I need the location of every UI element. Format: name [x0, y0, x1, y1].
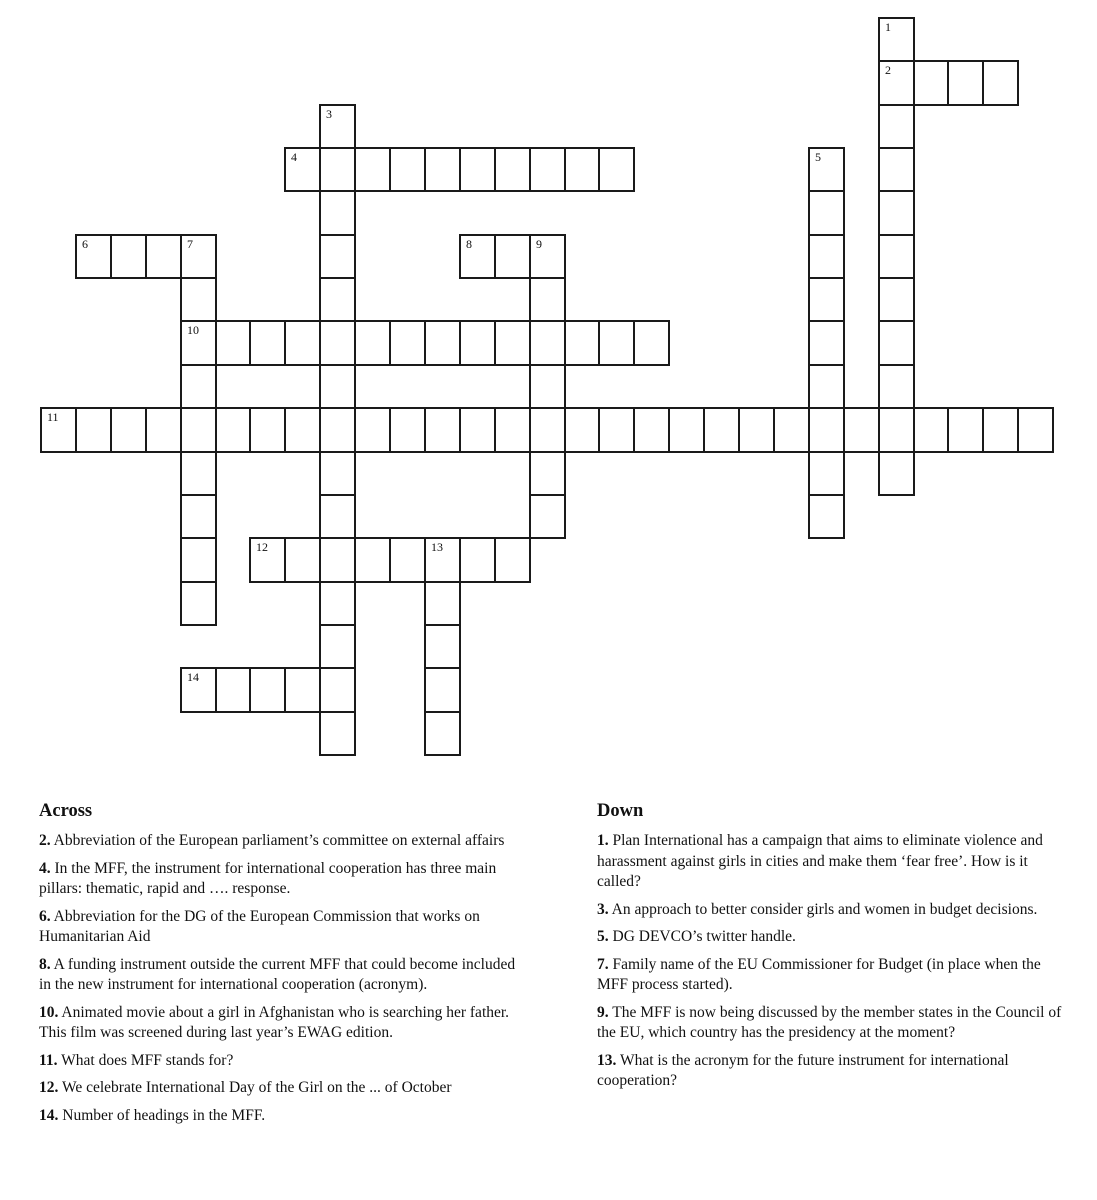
- grid-cell[interactable]: [354, 147, 391, 192]
- grid-cell[interactable]: [878, 277, 915, 322]
- grid-cell[interactable]: [319, 451, 356, 496]
- grid-cell[interactable]: [215, 667, 251, 713]
- grid-cell[interactable]: [982, 60, 1019, 106]
- across-clue: [39, 955, 519, 996]
- grid-cell[interactable]: [808, 190, 845, 236]
- clue-number: 3.: [597, 900, 609, 918]
- grid-cell[interactable]: [703, 407, 740, 453]
- grid-cell[interactable]: [878, 147, 915, 192]
- grid-cell[interactable]: [529, 407, 566, 453]
- across-heading: Across: [39, 801, 93, 821]
- grid-cell[interactable]: [284, 667, 321, 713]
- grid-cell[interactable]: [424, 407, 461, 453]
- grid-cell[interactable]: [284, 407, 321, 453]
- grid-cell[interactable]: [215, 320, 251, 366]
- grid-cell[interactable]: [878, 190, 915, 236]
- grid-cell[interactable]: [459, 234, 496, 279]
- grid-cell[interactable]: [529, 494, 566, 539]
- clue-number-label: 6: [82, 237, 88, 251]
- clue-number: 4.: [39, 859, 51, 877]
- grid-cell[interactable]: [878, 17, 915, 62]
- grid-cell[interactable]: [878, 320, 915, 366]
- grid-cell[interactable]: [808, 451, 845, 496]
- clue-text: In the MFF, the instrument for international cooperation has three main pillars: thematic, rapid and …. response.: [39, 859, 497, 897]
- across-clue: [39, 907, 519, 948]
- grid-cell[interactable]: [494, 537, 531, 583]
- grid-cell[interactable]: [319, 537, 356, 583]
- across-clue: [39, 1106, 519, 1127]
- down-clues: [597, 800, 1067, 1099]
- grid-cell[interactable]: [808, 320, 845, 366]
- grid-cell[interactable]: [180, 277, 217, 322]
- grid-cell[interactable]: [284, 147, 321, 192]
- clue-text: What does MFF stands for?: [57, 1051, 234, 1069]
- grid-cell[interactable]: [878, 60, 915, 106]
- grid-cell[interactable]: [319, 581, 356, 626]
- grid-cell[interactable]: [878, 234, 915, 279]
- grid-cell[interactable]: [878, 451, 915, 496]
- grid-cell[interactable]: [459, 407, 496, 453]
- down-clue-list: [597, 831, 1067, 1092]
- grid-cell[interactable]: [529, 277, 566, 322]
- clue-number-label: 4: [291, 150, 297, 164]
- down-heading: Down: [597, 801, 644, 821]
- clue-number: 7.: [597, 955, 609, 973]
- down-clue: [597, 955, 1067, 996]
- grid-cell[interactable]: [913, 407, 949, 453]
- clue-number-label: 9: [536, 237, 542, 251]
- grid-cell[interactable]: [180, 581, 217, 626]
- grid-cell[interactable]: [1017, 407, 1054, 453]
- clue-number-label: 14: [187, 670, 199, 684]
- grid-cell[interactable]: [808, 147, 845, 192]
- grid-cell[interactable]: [598, 320, 635, 366]
- grid-cell[interactable]: [668, 407, 705, 453]
- grid-cell[interactable]: [947, 60, 984, 106]
- grid-cell[interactable]: [424, 147, 461, 192]
- grid-cell[interactable]: [319, 711, 356, 756]
- grid-cell[interactable]: [529, 234, 566, 279]
- clue-text: A funding instrument outside the current MFF that could become included in the new instrument for international cooperation (acronym).: [39, 955, 516, 993]
- grid-cell[interactable]: [494, 147, 531, 192]
- grid-cell[interactable]: [529, 320, 566, 366]
- grid-cell[interactable]: [319, 364, 356, 409]
- grid-cell[interactable]: [180, 320, 217, 366]
- grid-cell[interactable]: [808, 407, 845, 453]
- grid-cell[interactable]: [180, 537, 217, 583]
- clue-number-label: 3: [326, 107, 332, 121]
- grid-cell[interactable]: [180, 364, 217, 409]
- clue-text: Plan International has a campaign that aims to eliminate violence and harassment against girls in cities and make them ‘fear free’. How is it called?: [597, 832, 1043, 890]
- grid-cell[interactable]: [389, 147, 426, 192]
- clue-number: 2.: [39, 832, 51, 849]
- grid-cell[interactable]: [110, 407, 147, 453]
- grid-cell[interactable]: [808, 234, 845, 279]
- across-clue-list: [39, 831, 519, 1126]
- grid-cell[interactable]: [808, 364, 845, 409]
- grid-cell[interactable]: [494, 407, 531, 453]
- grid-cell[interactable]: [249, 320, 286, 366]
- clue-text: Abbreviation for the DG of the European Commission that works on Humanitarian Aid: [39, 907, 480, 945]
- grid-cell[interactable]: [424, 537, 461, 583]
- grid-cell[interactable]: [145, 234, 182, 279]
- grid-cell[interactable]: [319, 320, 356, 366]
- grid-cell[interactable]: [564, 320, 600, 366]
- clue-number: 9.: [597, 1003, 609, 1021]
- grid-cell[interactable]: [389, 407, 426, 453]
- clue-number-label: 2: [885, 63, 891, 77]
- clue-number: 13.: [597, 1051, 617, 1069]
- clue-number: 14.: [39, 1106, 59, 1124]
- grid-cell[interactable]: [319, 494, 356, 539]
- clue-number: 12.: [39, 1079, 59, 1096]
- grid-cell[interactable]: [424, 667, 461, 713]
- grid-cell[interactable]: [598, 407, 635, 453]
- grid-cell[interactable]: [529, 147, 566, 192]
- grid-cell[interactable]: [354, 537, 391, 583]
- grid-cell[interactable]: [424, 320, 461, 366]
- grid-cell[interactable]: [180, 494, 217, 539]
- clue-number-label: 7: [187, 237, 193, 251]
- grid-cell[interactable]: [494, 234, 531, 279]
- grid-cell[interactable]: [773, 407, 810, 453]
- grid-cell[interactable]: [319, 190, 356, 236]
- down-clue: [597, 927, 1067, 948]
- clue-number: 11.: [39, 1051, 58, 1069]
- grid-cell[interactable]: [459, 147, 496, 192]
- grid-cell[interactable]: [249, 407, 286, 453]
- grid-cell[interactable]: [180, 407, 217, 453]
- clue-text: We celebrate International Day of the Girl on the ... of October: [58, 1079, 452, 1096]
- grid-cell[interactable]: [40, 407, 77, 453]
- clue-number: 10.: [39, 1003, 59, 1021]
- clue-number: 6.: [39, 907, 51, 925]
- grid-cell[interactable]: [598, 147, 635, 192]
- clue-number-label: 12: [256, 540, 268, 554]
- clue-text: DG DEVCO’s twitter handle.: [608, 928, 796, 945]
- clue-number: 5.: [597, 928, 609, 945]
- grid-cell[interactable]: [878, 104, 915, 149]
- grid-cell[interactable]: [878, 364, 915, 409]
- grid-cell[interactable]: [319, 147, 356, 192]
- grid-cell[interactable]: [389, 537, 426, 583]
- grid-cell[interactable]: [424, 624, 461, 669]
- grid-cell[interactable]: [319, 277, 356, 322]
- grid-cell[interactable]: [633, 407, 670, 453]
- grid-cell[interactable]: [249, 537, 286, 583]
- clue-text: Family name of the EU Commissioner for Budget (in place when the MFF process started).: [597, 955, 1041, 993]
- across-clue: [39, 1051, 519, 1072]
- grid-cell[interactable]: [843, 407, 880, 453]
- across-clue: [39, 1078, 519, 1099]
- grid-cell[interactable]: [459, 537, 496, 583]
- grid-cell[interactable]: [808, 494, 845, 539]
- clue-number-label: 1: [885, 20, 891, 34]
- grid-cell[interactable]: [529, 364, 566, 409]
- grid-cell[interactable]: [284, 320, 321, 366]
- clue-text: Abbreviation of the European parliament’s committee on external affairs: [50, 832, 505, 849]
- across-clues: [39, 800, 519, 1133]
- grid-cell[interactable]: [75, 407, 112, 453]
- across-clue: [39, 1003, 519, 1044]
- clue-number: 1.: [597, 832, 609, 849]
- grid-cell[interactable]: [319, 104, 356, 149]
- grid-cell[interactable]: [110, 234, 147, 279]
- down-clue: [597, 900, 1067, 921]
- grid-cell[interactable]: [564, 147, 600, 192]
- grid-cell[interactable]: [319, 234, 356, 279]
- grid-cell[interactable]: [75, 234, 112, 279]
- grid-cell[interactable]: [319, 407, 356, 453]
- grid-cell[interactable]: [564, 407, 600, 453]
- grid-cell[interactable]: [389, 320, 426, 366]
- grid-cell[interactable]: [913, 60, 949, 106]
- clue-number: 8.: [39, 955, 51, 973]
- clue-text: An approach to better consider girls and women in budget decisions.: [608, 900, 1038, 918]
- clue-number-label: 10: [187, 323, 199, 337]
- grid-cell[interactable]: [424, 581, 461, 626]
- grid-cell[interactable]: [180, 667, 217, 713]
- grid-cell[interactable]: [878, 407, 915, 453]
- grid-cell[interactable]: [354, 407, 391, 453]
- grid-cell[interactable]: [529, 451, 566, 496]
- clue-text: Animated movie about a girl in Afghanistan who is searching her father. This film was screened during last year’s EWAG edition.: [39, 1003, 510, 1041]
- clue-number-label: 13: [431, 540, 443, 554]
- grid-cell[interactable]: [424, 711, 461, 756]
- clue-number-label: 5: [815, 150, 821, 164]
- grid-cell[interactable]: [738, 407, 775, 453]
- clue-number-label: 11: [47, 410, 59, 424]
- clue-number-label: 8: [466, 237, 472, 251]
- grid-cell[interactable]: [180, 451, 217, 496]
- down-clue: [597, 831, 1067, 893]
- grid-cell[interactable]: [319, 624, 356, 669]
- grid-cell[interactable]: [319, 667, 356, 713]
- grid-cell[interactable]: [354, 320, 391, 366]
- grid-cell[interactable]: [145, 407, 182, 453]
- grid-cell[interactable]: [249, 667, 286, 713]
- clue-text: What is the acronym for the future instrument for international cooperation?: [597, 1051, 1009, 1089]
- grid-cell[interactable]: [459, 320, 496, 366]
- grid-cell[interactable]: [284, 537, 321, 583]
- across-clue: [39, 831, 519, 852]
- down-clue: [597, 1051, 1067, 1092]
- grid-cell[interactable]: [215, 407, 251, 453]
- clue-text: Number of headings in the MFF.: [58, 1106, 266, 1124]
- grid-cell[interactable]: [494, 320, 531, 366]
- clue-text: The MFF is now being discussed by the member states in the Council of the EU, which country has the presidency at the moment?: [597, 1003, 1062, 1041]
- grid-cell[interactable]: [808, 277, 845, 322]
- grid-cell[interactable]: [982, 407, 1019, 453]
- down-clue: [597, 1003, 1067, 1044]
- across-clue: [39, 859, 519, 900]
- grid-cell[interactable]: [633, 320, 670, 366]
- grid-cell[interactable]: [947, 407, 984, 453]
- grid-cell[interactable]: [180, 234, 217, 279]
